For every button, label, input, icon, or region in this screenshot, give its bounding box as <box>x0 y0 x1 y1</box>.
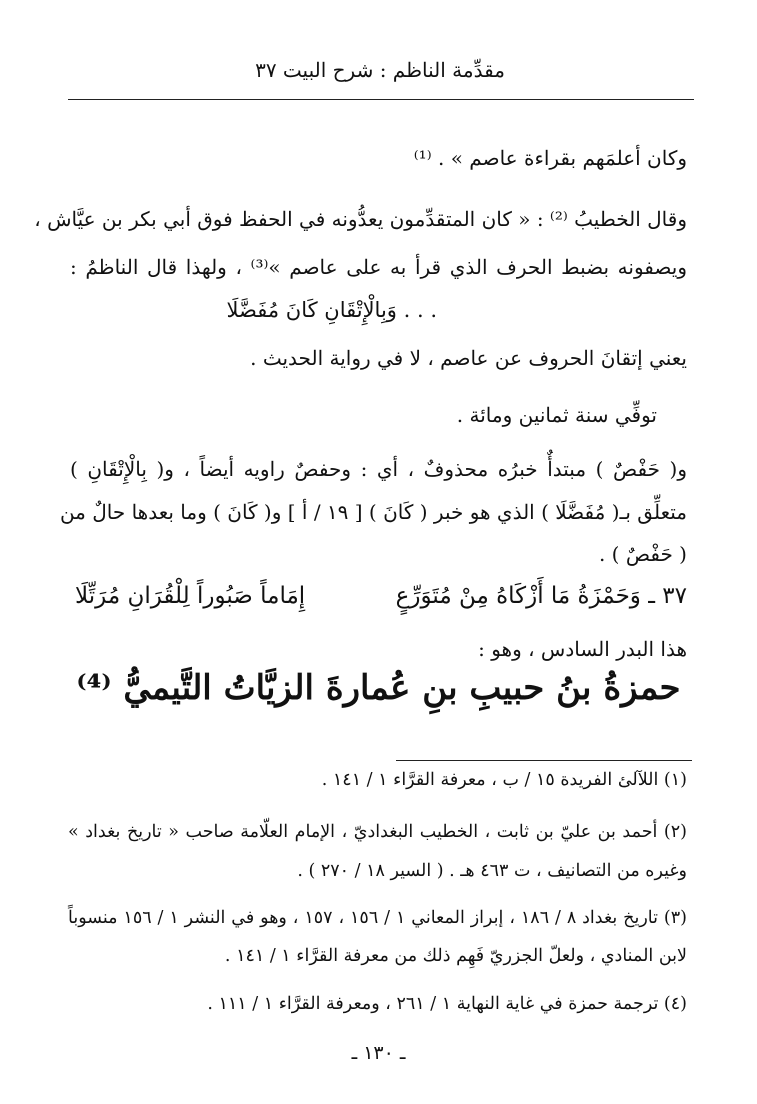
verse-37 <box>75 583 687 609</box>
footnote-2-line-2: وغيره من التصانيف ، ت ٤٦٣ هـ . ( السير ١٨ / ٢٧٠ ) . <box>297 861 687 881</box>
footnote-2-line-1: (٢) أحمد بن عليّ بن ثابت ، الخطيب البغداديّ ، الإمام العلّامة صاحب « تاريخ بغداد » <box>68 822 687 842</box>
text-line-9: هذا البدر السادس ، وهو : <box>478 637 687 661</box>
text-line-2: وقال الخطيبُ ⁽²⁾ : « كان المتقدِّمون يعدُّونه في الحفظ فوق أبي بكر بن عيَّاش ، <box>34 207 687 231</box>
text-line-7: متعلِّق بـ( مُفَضَّلَا ) الذي هو خبر ( كَانَ ) [ ١٩ / أ ] و( كَانَ ) وما بعدها حالٌ من <box>59 500 687 524</box>
footnote-4: (٤) ترجمة حمزة في غاية النهاية ١ / ٢٦١ ، ومعرفة القرَّاء ١ / ١١١ . <box>207 994 687 1014</box>
text-line-4: يعني إتقانَ الحروف عن عاصم ، لا في رواية الحديث . <box>250 346 687 370</box>
header-divider <box>68 99 694 100</box>
biography-name-heading: حمزةُ بنُ حبيبِ بنِ عُمارةَ الزيَّاتُ التَّيميُّ ⁽⁴⁾ <box>76 668 681 708</box>
footnote-3-line-2: لابن المنادي ، ولعلّ الجزريّ فَهِم ذلك من معرفة القرَّاء ١ / ١٤١ . <box>224 946 687 966</box>
page-number: ـ ١٣٠ ـ <box>351 1042 406 1064</box>
verse-first-hemistich: ٣٧ ـ وَحَمْزَةُ مَا أَزْكَاهُ مِنْ مُتَوَرِّعٍ <box>395 583 687 609</box>
running-header: مقدِّمة الناظم : شرح البيت ٣٧ <box>255 58 505 82</box>
text-line-6: و( حَفْصٌ ) مبتدأٌ خبرُه محذوفٌ ، أي : وحفصٌ راويه أيضاً ، و( بِالْإِتْقَانِ ) <box>70 457 687 481</box>
verse-quote: . . . وَبِالْإِتْقَانِ كَانَ مُفَضَّلَا <box>226 298 437 322</box>
footnote-1: (١) اللآلئ الفريدة ١٥ / ب ، معرفة القرَّاء ١ / ١٤١ . <box>321 770 687 790</box>
footnote-3-line-1: (٣) تاريخ بغداد ٨ / ١٨٦ ، إبراز المعاني ١ / ١٥٦ ، ١٥٧ ، وهو في النشر ١ / ١٥٦ منسوباً <box>68 908 687 928</box>
text-line-8: ( حَفْصٌ ) . <box>598 542 687 566</box>
verse-second-hemistich: إِمَاماً صَبُوراً لِلْقُرَانِ مُرَتِّلَا <box>75 583 306 609</box>
text-line-1: وكان أعلمَهم بقراءة عاصم » . ⁽¹⁾ <box>413 146 687 170</box>
text-line-3: ويصفونه بضبط الحرف الذي قرأ به على عاصم »⁽³⁾ ، ولهذا قال الناظمُ : <box>70 255 687 279</box>
text-line-5: توفِّي سنة ثمانين ومائة . <box>456 403 657 427</box>
footnote-divider <box>396 760 692 761</box>
